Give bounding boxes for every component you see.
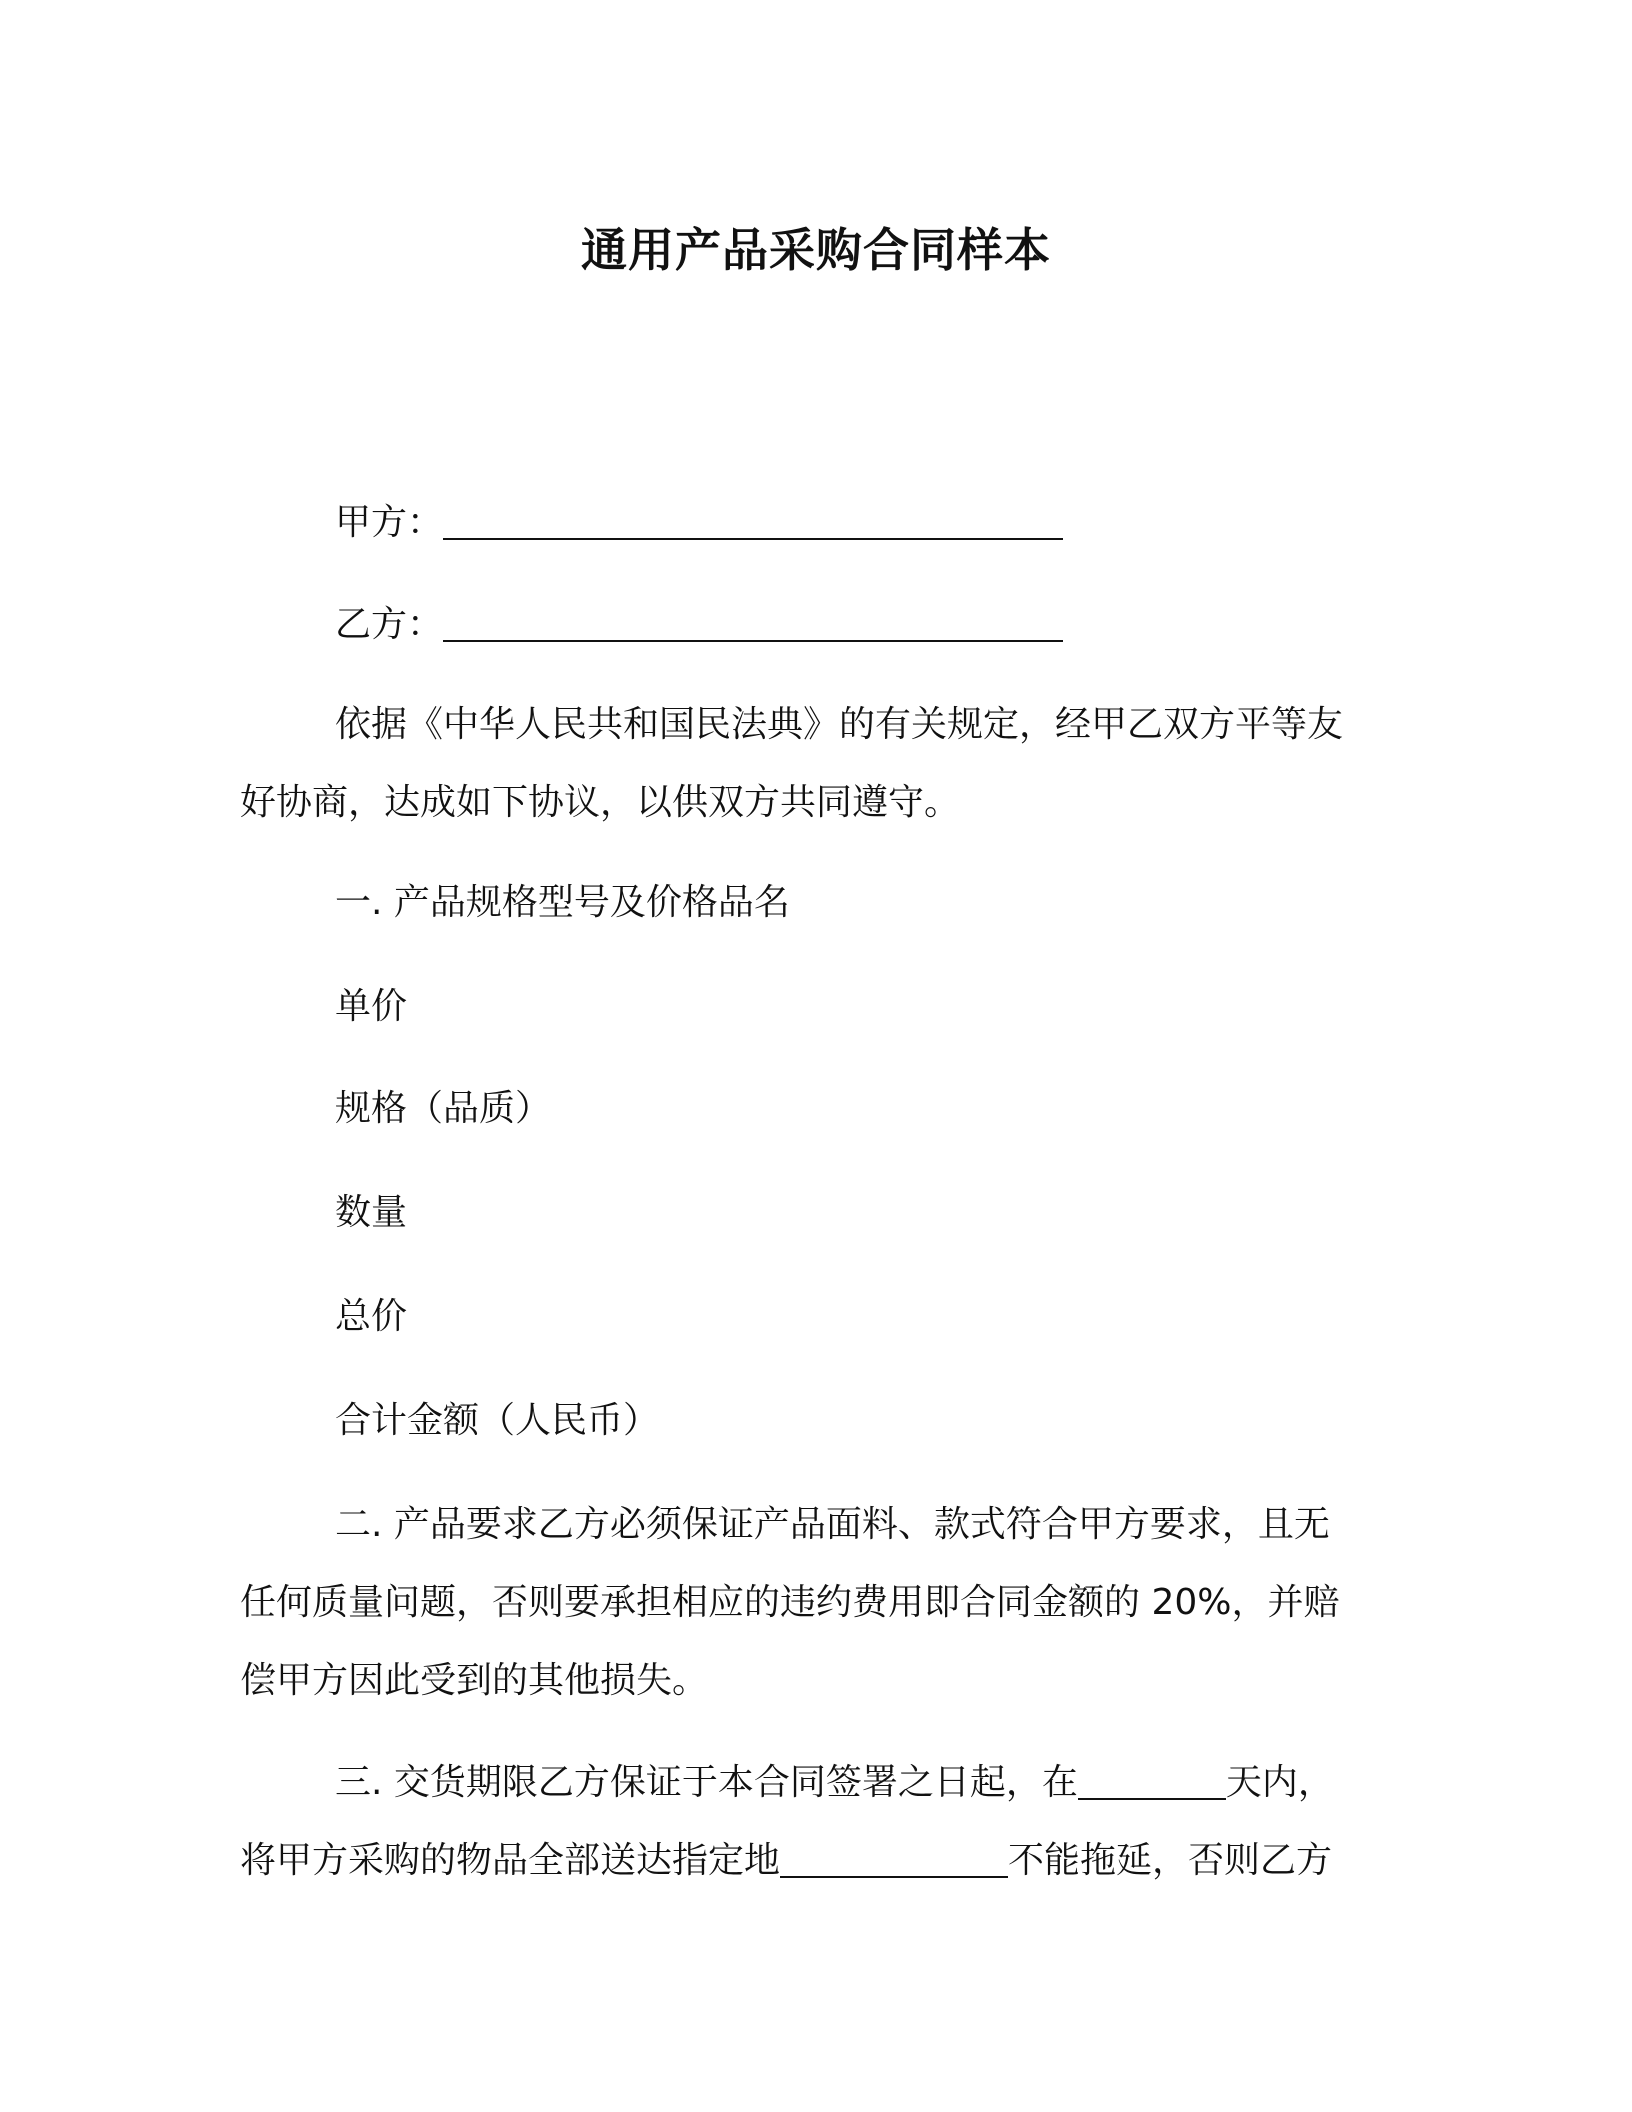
section3-line1-text-a: 三. 交货期限乙方保证于本合同签署之日起，在 (335, 1762, 1078, 1803)
section3-line-1 (335, 1758, 1334, 1808)
section3-days-blank (1078, 1762, 1226, 1800)
section3-line1-text-b: 天内， (1225, 1762, 1334, 1803)
intro-line-1: 依据《中华人民共和国民法典》的有关规定，经甲乙双方平等友 (335, 704, 1344, 745)
party-a-label: 甲方： (335, 502, 444, 543)
intro-line-2: 好协商，达成如下协议，以供双方共同遵守。 (240, 782, 961, 823)
section3-line-2 (240, 1836, 1332, 1886)
section3-line2-text-a: 将甲方采购的物品全部送达指定地 (240, 1840, 781, 1881)
party-a-blank (443, 502, 1063, 540)
section1-item-total: 总价 (335, 1296, 408, 1337)
party-a-line (335, 498, 1063, 548)
section3-line2-text-b: 不能拖延，否则乙方 (1008, 1840, 1333, 1881)
section2-line-2: 任何质量问题，否则要承担相应的违约费用即合同金额的 20%，并赔 (240, 1582, 1340, 1623)
party-b-line (335, 600, 1063, 650)
section1-item-quantity: 数量 (335, 1192, 408, 1233)
party-b-blank (443, 604, 1063, 642)
section2-line-3: 偿甲方因此受到的其他损失。 (240, 1660, 709, 1701)
section3-location-blank (780, 1840, 1008, 1878)
section2-line-1: 二. 产品要求乙方必须保证产品面料、款式符合甲方要求，且无 (335, 1504, 1330, 1545)
document-title: 通用产品采购合同样本 (581, 223, 1051, 277)
section1-item-unit-price: 单价 (335, 986, 408, 1027)
section1-item-spec: 规格（品质） (335, 1088, 552, 1129)
party-b-label: 乙方： (335, 604, 444, 645)
section1-heading: 一. 产品规格型号及价格品名 (335, 882, 790, 923)
section1-item-sum: 合计金额（人民币） (335, 1400, 660, 1441)
